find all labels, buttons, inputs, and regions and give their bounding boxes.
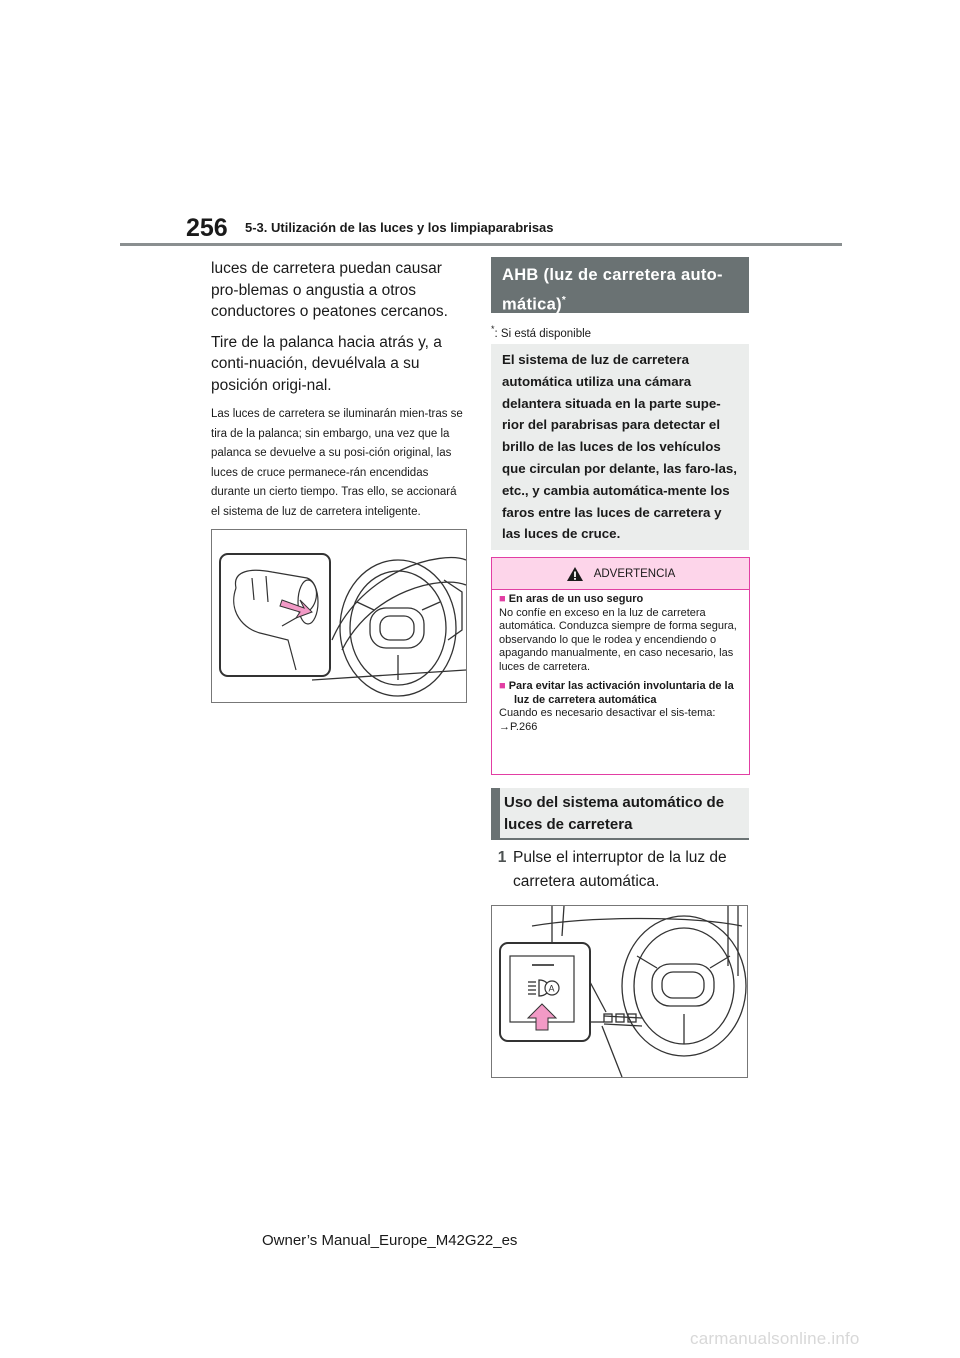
uso-title: Uso del sistema automático de luces de carretera xyxy=(504,794,725,833)
page-number: 256 xyxy=(186,214,228,242)
footnote xyxy=(491,324,591,340)
paragraph-instruction: Tire de la palanca hacia atrás y, a conti-nuación, devuélvala a su posición origi-nal. xyxy=(211,333,442,394)
ahb-section-header xyxy=(491,257,749,313)
footer-manual-id: Owner’s Manual_Europe_M42G22_es xyxy=(262,1232,518,1249)
figure-ahb-switch xyxy=(491,905,748,1078)
steering-lever-illustration xyxy=(212,530,466,702)
warning-body xyxy=(492,590,749,734)
warning-head-2: ■ Para evitar las activación involuntaria de la luz de carretera automática xyxy=(499,680,734,706)
intro-text: El sistema de luz de carretera automática utiliza una cámara delantera situada en la parte supe-rior del parabrisas para detectar el brillo de las luces de los vehículos que circulan por delante, las faro-las, etc., y cambia automática-mente los faros entre las luces de carretera y las luces de cruce. xyxy=(502,352,737,542)
header-rule xyxy=(120,243,842,246)
warning-head-1: ■ En aras de un uso seguro xyxy=(499,593,644,605)
warning-text-2: Cuando es necesario desactivar el sis-tema: →P.266 xyxy=(499,707,716,733)
ahb-asterisk: * xyxy=(561,295,567,306)
ahb-title: AHB (luz de carretera auto-mática) xyxy=(502,266,723,314)
warning-box xyxy=(491,557,750,775)
paragraph-intro-continued: luces de carretera puedan causar pro-blemas o angustia a otros conductores o peatones cercanos. xyxy=(211,260,448,320)
svg-text:A: A xyxy=(548,983,555,994)
section-title: 5-3. Utilización de las luces y los limpiaparabrisas xyxy=(245,220,554,235)
uso-section-header xyxy=(491,788,749,840)
step-number: 1 xyxy=(497,849,507,866)
ahb-switch-illustration xyxy=(492,906,747,1077)
footnote-mark: * xyxy=(491,324,495,334)
square-bullet-icon: ■ xyxy=(499,680,506,692)
watermark: carmanualsonline.info xyxy=(690,1329,860,1348)
warning-title: ADVERTENCIA xyxy=(593,567,676,580)
warning-header xyxy=(492,558,749,590)
footnote-text: : Si está disponible xyxy=(494,327,592,340)
page-reference[interactable]: P.266 xyxy=(510,720,538,733)
figure-lever-pull xyxy=(211,529,467,703)
intro-box xyxy=(491,344,749,550)
warning-triangle-icon xyxy=(566,566,584,582)
step-1 xyxy=(491,846,749,890)
paragraph-note: Las luces de carretera se iluminarán mien-tras se tira de la palanca; sin embargo, una vez que la palanca se devuelve a su posi-ción original, las luces de cruce permanece-rán encendidas durante un cierto tiempo. Tras ello, se accionará el sistema de luz de carretera inteligente. xyxy=(211,408,463,518)
left-column xyxy=(211,258,465,522)
arrow-icon: → xyxy=(499,720,510,733)
warning-text-1: No confíe en exceso en la luz de carretera automática. Conduzca siempre de forma segura, observando lo que le rodea y encendiendo o apagando manualmente, en caso necesario, las luces de carretera. xyxy=(499,606,737,673)
square-bullet-icon: ■ xyxy=(499,593,506,605)
step-text: Pulse el interruptor de la luz de carretera automática. xyxy=(513,849,727,890)
